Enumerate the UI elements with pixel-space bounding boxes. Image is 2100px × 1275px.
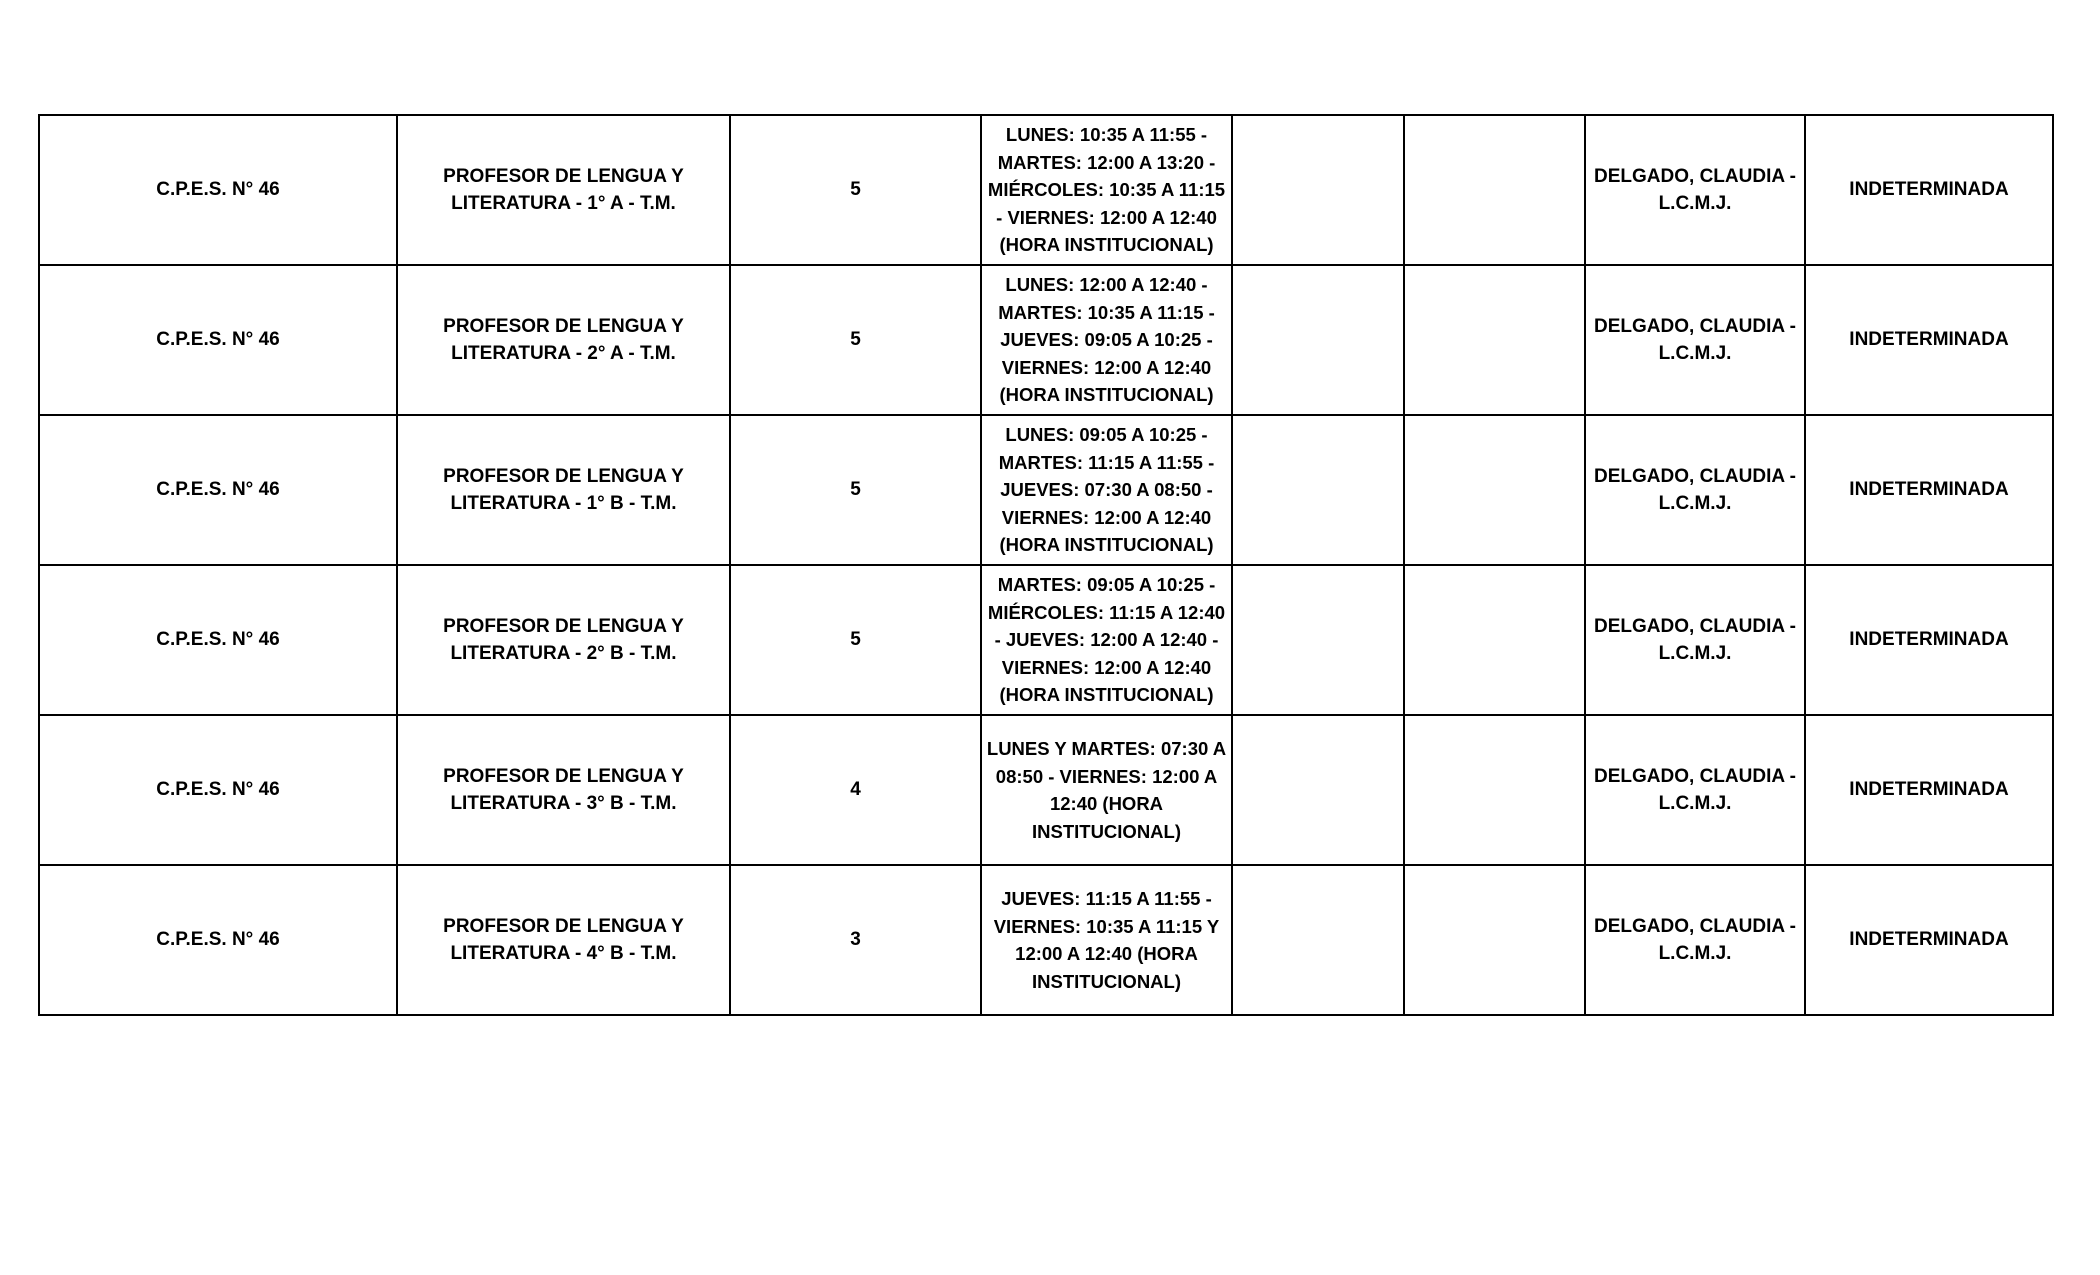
school-cell: C.P.E.S. N° 46 bbox=[39, 265, 397, 415]
empty-cell bbox=[1404, 565, 1585, 715]
schedule-cell: LUNES Y MARTES: 07:30 A 08:50 - VIERNES: 12:00 A 12:40 (HORA INSTITUCIONAL) bbox=[981, 715, 1232, 865]
status-cell: INDETERMINADA bbox=[1805, 565, 2053, 715]
table-row bbox=[39, 415, 2053, 565]
holder-cell: DELGADO, CLAUDIA - L.C.M.J. bbox=[1585, 115, 1805, 265]
empty-cell bbox=[1404, 715, 1585, 865]
table-row bbox=[39, 115, 2053, 265]
vacancy-table bbox=[38, 114, 2054, 1016]
table-row bbox=[39, 265, 2053, 415]
schedule-cell: JUEVES: 11:15 A 11:55 - VIERNES: 10:35 A 11:15 Y 12:00 A 12:40 (HORA INSTITUCIONAL) bbox=[981, 865, 1232, 1015]
status-cell: INDETERMINADA bbox=[1805, 415, 2053, 565]
position-cell: PROFESOR DE LENGUA Y LITERATURA - 3° B - T.M. bbox=[397, 715, 730, 865]
status-cell: INDETERMINADA bbox=[1805, 715, 2053, 865]
position-cell: PROFESOR DE LENGUA Y LITERATURA - 2° B - T.M. bbox=[397, 565, 730, 715]
hours-cell: 5 bbox=[730, 265, 981, 415]
school-cell: C.P.E.S. N° 46 bbox=[39, 865, 397, 1015]
table-row bbox=[39, 865, 2053, 1015]
school-cell: C.P.E.S. N° 46 bbox=[39, 115, 397, 265]
empty-cell bbox=[1232, 565, 1404, 715]
empty-cell bbox=[1232, 865, 1404, 1015]
empty-cell bbox=[1404, 865, 1585, 1015]
empty-cell bbox=[1232, 415, 1404, 565]
empty-cell bbox=[1232, 715, 1404, 865]
holder-cell: DELGADO, CLAUDIA - L.C.M.J. bbox=[1585, 415, 1805, 565]
hours-cell: 5 bbox=[730, 565, 981, 715]
status-cell: INDETERMINADA bbox=[1805, 865, 2053, 1015]
holder-cell: DELGADO, CLAUDIA - L.C.M.J. bbox=[1585, 265, 1805, 415]
holder-cell: DELGADO, CLAUDIA - L.C.M.J. bbox=[1585, 715, 1805, 865]
table-row bbox=[39, 715, 2053, 865]
empty-cell bbox=[1404, 265, 1585, 415]
table-row bbox=[39, 565, 2053, 715]
status-cell: INDETERMINADA bbox=[1805, 115, 2053, 265]
holder-cell: DELGADO, CLAUDIA - L.C.M.J. bbox=[1585, 865, 1805, 1015]
school-cell: C.P.E.S. N° 46 bbox=[39, 415, 397, 565]
empty-cell bbox=[1232, 265, 1404, 415]
empty-cell bbox=[1404, 415, 1585, 565]
holder-cell: DELGADO, CLAUDIA - L.C.M.J. bbox=[1585, 565, 1805, 715]
hours-cell: 5 bbox=[730, 115, 981, 265]
schedule-cell: LUNES: 12:00 A 12:40 - MARTES: 10:35 A 11:15 - JUEVES: 09:05 A 10:25 - VIERNES: 12:00 A 12:40 (HORA INSTITUCIONAL) bbox=[981, 265, 1232, 415]
position-cell: PROFESOR DE LENGUA Y LITERATURA - 1° A - T.M. bbox=[397, 115, 730, 265]
schedule-cell: LUNES: 10:35 A 11:55 - MARTES: 12:00 A 13:20 - MIÉRCOLES: 10:35 A 11:15 - VIERNES: 12:00 A 12:40 (HORA INSTITUCIONAL) bbox=[981, 115, 1232, 265]
hours-cell: 4 bbox=[730, 715, 981, 865]
position-cell: PROFESOR DE LENGUA Y LITERATURA - 4° B - T.M. bbox=[397, 865, 730, 1015]
schedule-cell: MARTES: 09:05 A 10:25 - MIÉRCOLES: 11:15 A 12:40 - JUEVES: 12:00 A 12:40 - VIERNES: 12:00 A 12:40 (HORA INSTITUCIONAL) bbox=[981, 565, 1232, 715]
position-cell: PROFESOR DE LENGUA Y LITERATURA - 2° A - T.M. bbox=[397, 265, 730, 415]
hours-cell: 5 bbox=[730, 415, 981, 565]
schedule-cell: LUNES: 09:05 A 10:25 - MARTES: 11:15 A 11:55 - JUEVES: 07:30 A 08:50 - VIERNES: 12:00 A 12:40 (HORA INSTITUCIONAL) bbox=[981, 415, 1232, 565]
empty-cell bbox=[1232, 115, 1404, 265]
empty-cell bbox=[1404, 115, 1585, 265]
hours-cell: 3 bbox=[730, 865, 981, 1015]
school-cell: C.P.E.S. N° 46 bbox=[39, 715, 397, 865]
status-cell: INDETERMINADA bbox=[1805, 265, 2053, 415]
school-cell: C.P.E.S. N° 46 bbox=[39, 565, 397, 715]
position-cell: PROFESOR DE LENGUA Y LITERATURA - 1° B - T.M. bbox=[397, 415, 730, 565]
